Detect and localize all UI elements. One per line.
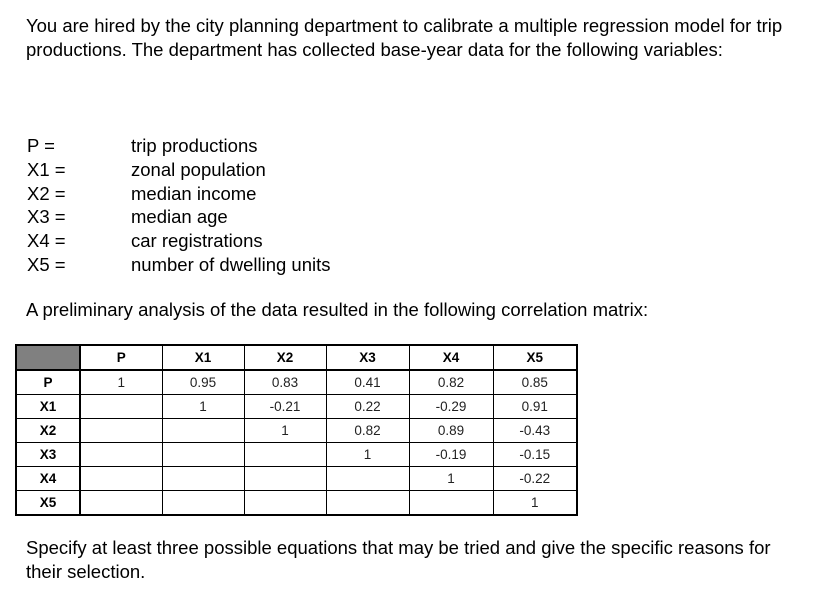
matrix-cell: 0.89 xyxy=(409,419,493,443)
row-header: X3 xyxy=(16,443,80,467)
variable-symbol: X2 = xyxy=(27,182,66,204)
variable-row xyxy=(27,205,331,229)
matrix-cell: 1 xyxy=(493,491,577,516)
matrix-cell: 0.82 xyxy=(409,370,493,395)
table-row xyxy=(16,419,577,443)
variable-description: car registrations xyxy=(131,230,263,252)
matrix-cell xyxy=(162,491,244,516)
matrix-cell: -0.19 xyxy=(409,443,493,467)
matrix-cell: 0.95 xyxy=(162,370,244,395)
matrix-cell xyxy=(162,443,244,467)
matrix-cell xyxy=(162,467,244,491)
row-header: X5 xyxy=(16,491,80,516)
variable-row xyxy=(27,158,331,182)
variable-description: median age xyxy=(131,206,228,228)
variable-description: median income xyxy=(131,182,257,204)
variable-row xyxy=(27,253,331,277)
matrix-cell: -0.22 xyxy=(493,467,577,491)
matrix-cell: 1 xyxy=(162,395,244,419)
column-header: X5 xyxy=(493,345,577,370)
row-header: X1 xyxy=(16,395,80,419)
matrix-cell: 1 xyxy=(80,370,162,395)
matrix-cell xyxy=(326,467,409,491)
column-header: X4 xyxy=(409,345,493,370)
column-header: X3 xyxy=(326,345,409,370)
column-header: X1 xyxy=(162,345,244,370)
matrix-cell xyxy=(244,467,326,491)
intro-paragraph: You are hired by the city planning department to calibrate a multiple regression model for trip productions. The department has collected base-year data for the following variables: xyxy=(26,15,783,60)
variable-description: number of dwelling units xyxy=(131,253,331,275)
matrix-cell: 0.83 xyxy=(244,370,326,395)
matrix-cell xyxy=(80,419,162,443)
matrix-header-row xyxy=(16,345,577,370)
matrix-cell: 1 xyxy=(244,419,326,443)
row-header: X2 xyxy=(16,419,80,443)
variable-symbol: X5 = xyxy=(27,253,66,275)
matrix-cell: -0.15 xyxy=(493,443,577,467)
analysis-paragraph: A preliminary analysis of the data resulted in the following correlation matrix: xyxy=(26,299,649,320)
matrix-cell xyxy=(80,443,162,467)
variable-row xyxy=(27,134,331,158)
variable-row xyxy=(27,182,331,206)
variable-symbol: X4 = xyxy=(27,230,66,252)
matrix-cell xyxy=(80,395,162,419)
matrix-cell: -0.21 xyxy=(244,395,326,419)
matrix-cell: 1 xyxy=(409,467,493,491)
row-header: X4 xyxy=(16,467,80,491)
matrix-cell xyxy=(244,491,326,516)
matrix-cell xyxy=(162,419,244,443)
table-row xyxy=(16,443,577,467)
matrix-cell xyxy=(80,467,162,491)
matrix-cell xyxy=(409,491,493,516)
matrix-cell: 1 xyxy=(326,443,409,467)
variable-description: zonal population xyxy=(131,158,266,180)
variable-row xyxy=(27,229,331,253)
table-row xyxy=(16,467,577,491)
matrix-cell xyxy=(326,491,409,516)
table-row xyxy=(16,370,577,395)
matrix-cell: -0.43 xyxy=(493,419,577,443)
correlation-matrix xyxy=(15,344,578,516)
column-header: P xyxy=(80,345,162,370)
column-header: X2 xyxy=(244,345,326,370)
row-header: P xyxy=(16,370,80,395)
matrix-cell: 0.22 xyxy=(326,395,409,419)
matrix-cell: -0.29 xyxy=(409,395,493,419)
variable-symbol: X1 = xyxy=(27,158,66,180)
variable-symbol: P = xyxy=(27,135,55,156)
matrix-cell: 0.91 xyxy=(493,395,577,419)
matrix-corner-cell xyxy=(16,345,80,370)
matrix-cell: 0.41 xyxy=(326,370,409,395)
table-row xyxy=(16,491,577,516)
variable-symbol: X3 = xyxy=(27,206,66,228)
matrix-cell xyxy=(80,491,162,516)
matrix-cell xyxy=(244,443,326,467)
variable-list xyxy=(27,134,331,277)
question-paragraph: Specify at least three possible equations that may be tried and give the specific reasons for their selection. xyxy=(26,537,771,582)
table-row xyxy=(16,395,577,419)
variable-description: trip productions xyxy=(131,135,258,156)
matrix-cell: 0.85 xyxy=(493,370,577,395)
matrix-cell: 0.82 xyxy=(326,419,409,443)
